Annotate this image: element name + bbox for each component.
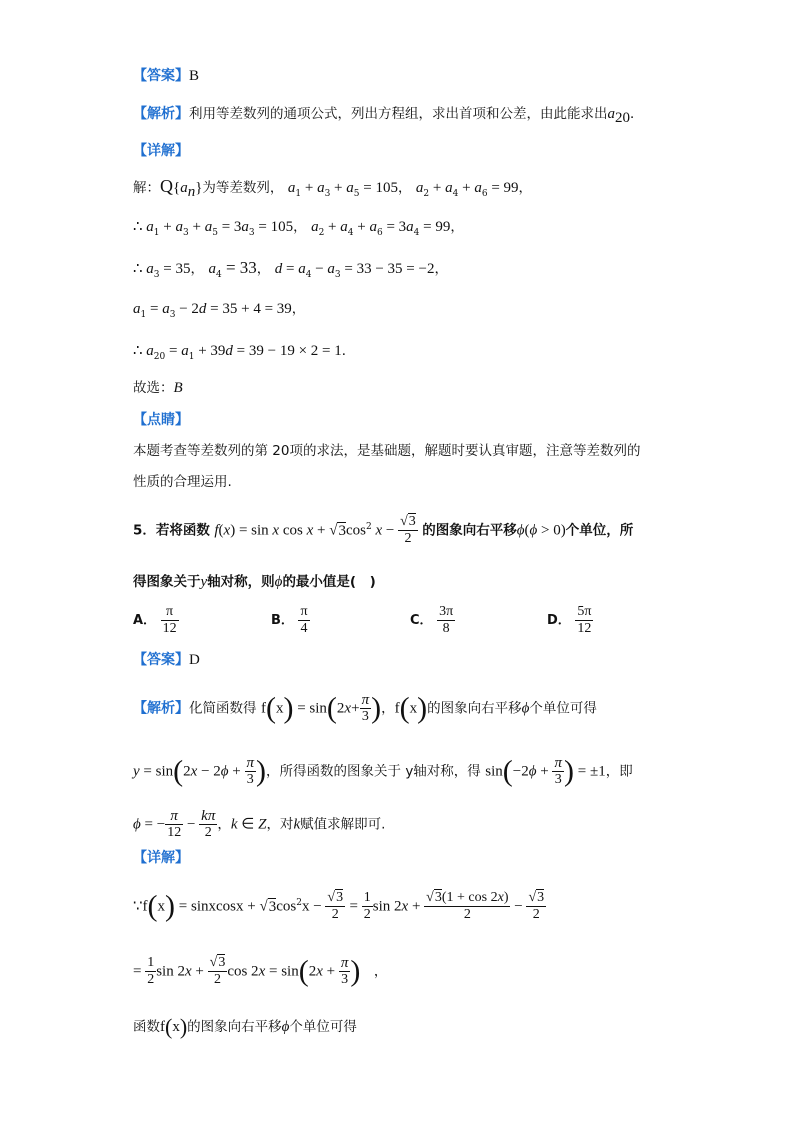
q5-analysis-tag: 【解析】	[133, 700, 189, 717]
q5-analysis-7: 赋值求解即可.	[300, 816, 386, 833]
q4-analysis-text: 利用等差数列的通项公式，列出方程组，求出首项和公差，由此能求出	[189, 106, 608, 122]
q4-analysis-sym: a	[607, 106, 615, 122]
q4-solution-line-2: ∴ $a_1 + a_3 + a_5 = 3a_3 = 105$， $a_2 + a_4 + a_6 = 3a_4 = 99$，	[133, 219, 464, 238]
q4-solution-line-3: ∴ $a_3 = 35$， $a_4 = 33$， $d = a_4 - a_3 = 33 - 35 = -2$，	[133, 258, 448, 280]
q5-answer-line	[133, 650, 200, 670]
q4-comment-tag-line	[133, 410, 189, 430]
q5-stem-e: 轴对称，则	[207, 574, 275, 590]
comment-tag: 【点睛】	[133, 412, 189, 428]
q5-stem-d: 得图象关于	[133, 574, 201, 590]
q4-comment-line-2	[133, 472, 232, 492]
q5-analysis-1: 化简函数得	[189, 700, 257, 717]
q5-detail-tag: 【详解】	[133, 850, 189, 866]
q5-stem-b: 的图象向右平移	[422, 522, 517, 539]
q4-jie: 解：	[133, 180, 160, 196]
q5-analysis-line-2: y = sin(2x − 2ϕ + $\frac{\pi}{3}$ )，所得函数的图象关于 y轴对称，得 sin(−2ϕ + $\frac{\pi}{3}$ ) = ±1，即	[133, 754, 633, 788]
q5-analysis-line-1: 【解析】化简函数得 f(x) = sin(2x+ $\frac{\pi}{3}$ )，f(x)的图象向右平移ϕ个单位可得	[133, 691, 597, 725]
q4-choose-label: 故选：	[133, 380, 174, 396]
q5-analysis-5: ，即	[605, 763, 633, 780]
q4-solution-line-1: 解：$Q\{a_n\}$为等差数列， $a_1 + a_3 + a_5 = 105$， $a_2 + a_4 + a_6 = 99$，	[133, 176, 533, 200]
detail-tag: 【详解】	[133, 143, 189, 159]
q4-solution-line-4: $a_1 = a_3 - 2d = 35 + 4 = 39$，	[133, 301, 306, 320]
option-d[interactable]: D． $\frac{5\pi}{12}$	[547, 604, 592, 636]
q4-answer-line	[133, 66, 199, 86]
q4-solution-line-5: ∴ $a_{20} = a_1 + 39d = 39 - 19 \times 2 = 1$．	[133, 343, 356, 362]
q5-detail-1: 函数	[133, 1019, 160, 1035]
q4-comment-line-1	[133, 441, 640, 461]
q5-detail-tag-line	[133, 848, 189, 868]
q5-answer: D	[189, 652, 200, 668]
q5-detail-line-3: 函数f(x)的图象向右平移ϕ个单位可得	[133, 1014, 357, 1039]
q5-detail-3: 个单位可得	[289, 1019, 357, 1035]
q4-analysis-line: 【解析】利用等差数列的通项公式，列出方程组，求出首项和公差，由此能求出$a_{20}$．	[133, 106, 644, 126]
q5-number: 5．	[133, 522, 156, 539]
q4-seq-text: 为等差数列，	[202, 180, 284, 196]
q5-detail-line-1: ∵f(x) = sinxcosx + $√3\cos^2x$ − $\frac{√3}{2}$ = $\frac{1}{2}$ sin 2x + $\frac{√3(1 + \cos 2x)}{2}$ − $\frac{√3}{2}$	[133, 889, 545, 923]
answer-tag: 【答案】	[133, 68, 189, 84]
q5-stem-a: 若将函数	[155, 522, 210, 539]
q5-stem-f: 的最小值是( )	[282, 574, 376, 590]
option-a[interactable]: A． $\frac{\pi}{12}$	[133, 604, 177, 636]
q4-analysis-sub: 20	[615, 109, 630, 126]
q5-analysis-2: 的图象向右平移	[427, 700, 522, 717]
q4-choose-line	[133, 378, 183, 398]
q5-analysis-6: ，对	[266, 816, 294, 833]
q5-analysis-line-3: ϕ = − $\frac{\pi}{12}$ − $\frac{k\pi}{2}$ ，k ∈ Z，对k赋值求解即可.	[133, 808, 386, 840]
analysis-tag: 【解析】	[133, 106, 189, 122]
q5-detail-line-2: = $\frac{1}{2}$ sin 2x + $\frac{√3}{2}$ cos 2x = sin(2x + $\frac{\pi}{3}$ ) ，	[133, 954, 388, 988]
q5-analysis-4: ，所得函数的图象关于 y轴对称，得	[266, 763, 481, 780]
q4-answer: B	[189, 68, 200, 84]
q5-stem-line-2: 得图象关于y轴对称，则ϕ的最小值是( )	[133, 574, 376, 590]
option-b[interactable]: B． $\frac{\pi}{4}$	[271, 604, 308, 636]
q4-choose-val: B	[173, 380, 183, 396]
q4-detail-line	[133, 141, 189, 161]
q5-stem-line-1: 5．若将函数 f(x) = sin x $\cos x + √3\cos^2$ x − $\frac{√3}{2}$ 的图象向右平移ϕ(ϕ > 0)个单位，所	[133, 514, 634, 546]
q5-detail-2: 的图象向右平移	[187, 1019, 282, 1035]
q4-comment-1: 本题考查等差数列的第 20项的求法，是基础题，解题时要认真审题，注意等差数列的	[133, 443, 641, 459]
q4-comment-2: 性质的合理运用.	[133, 474, 232, 490]
q5-answer-tag: 【答案】	[133, 652, 189, 668]
q5-analysis-3: 个单位可得	[529, 700, 597, 717]
q5-stem-c: 个单位，所	[565, 522, 634, 539]
option-c[interactable]: C． $\frac{3\pi}{8}$	[410, 604, 454, 636]
